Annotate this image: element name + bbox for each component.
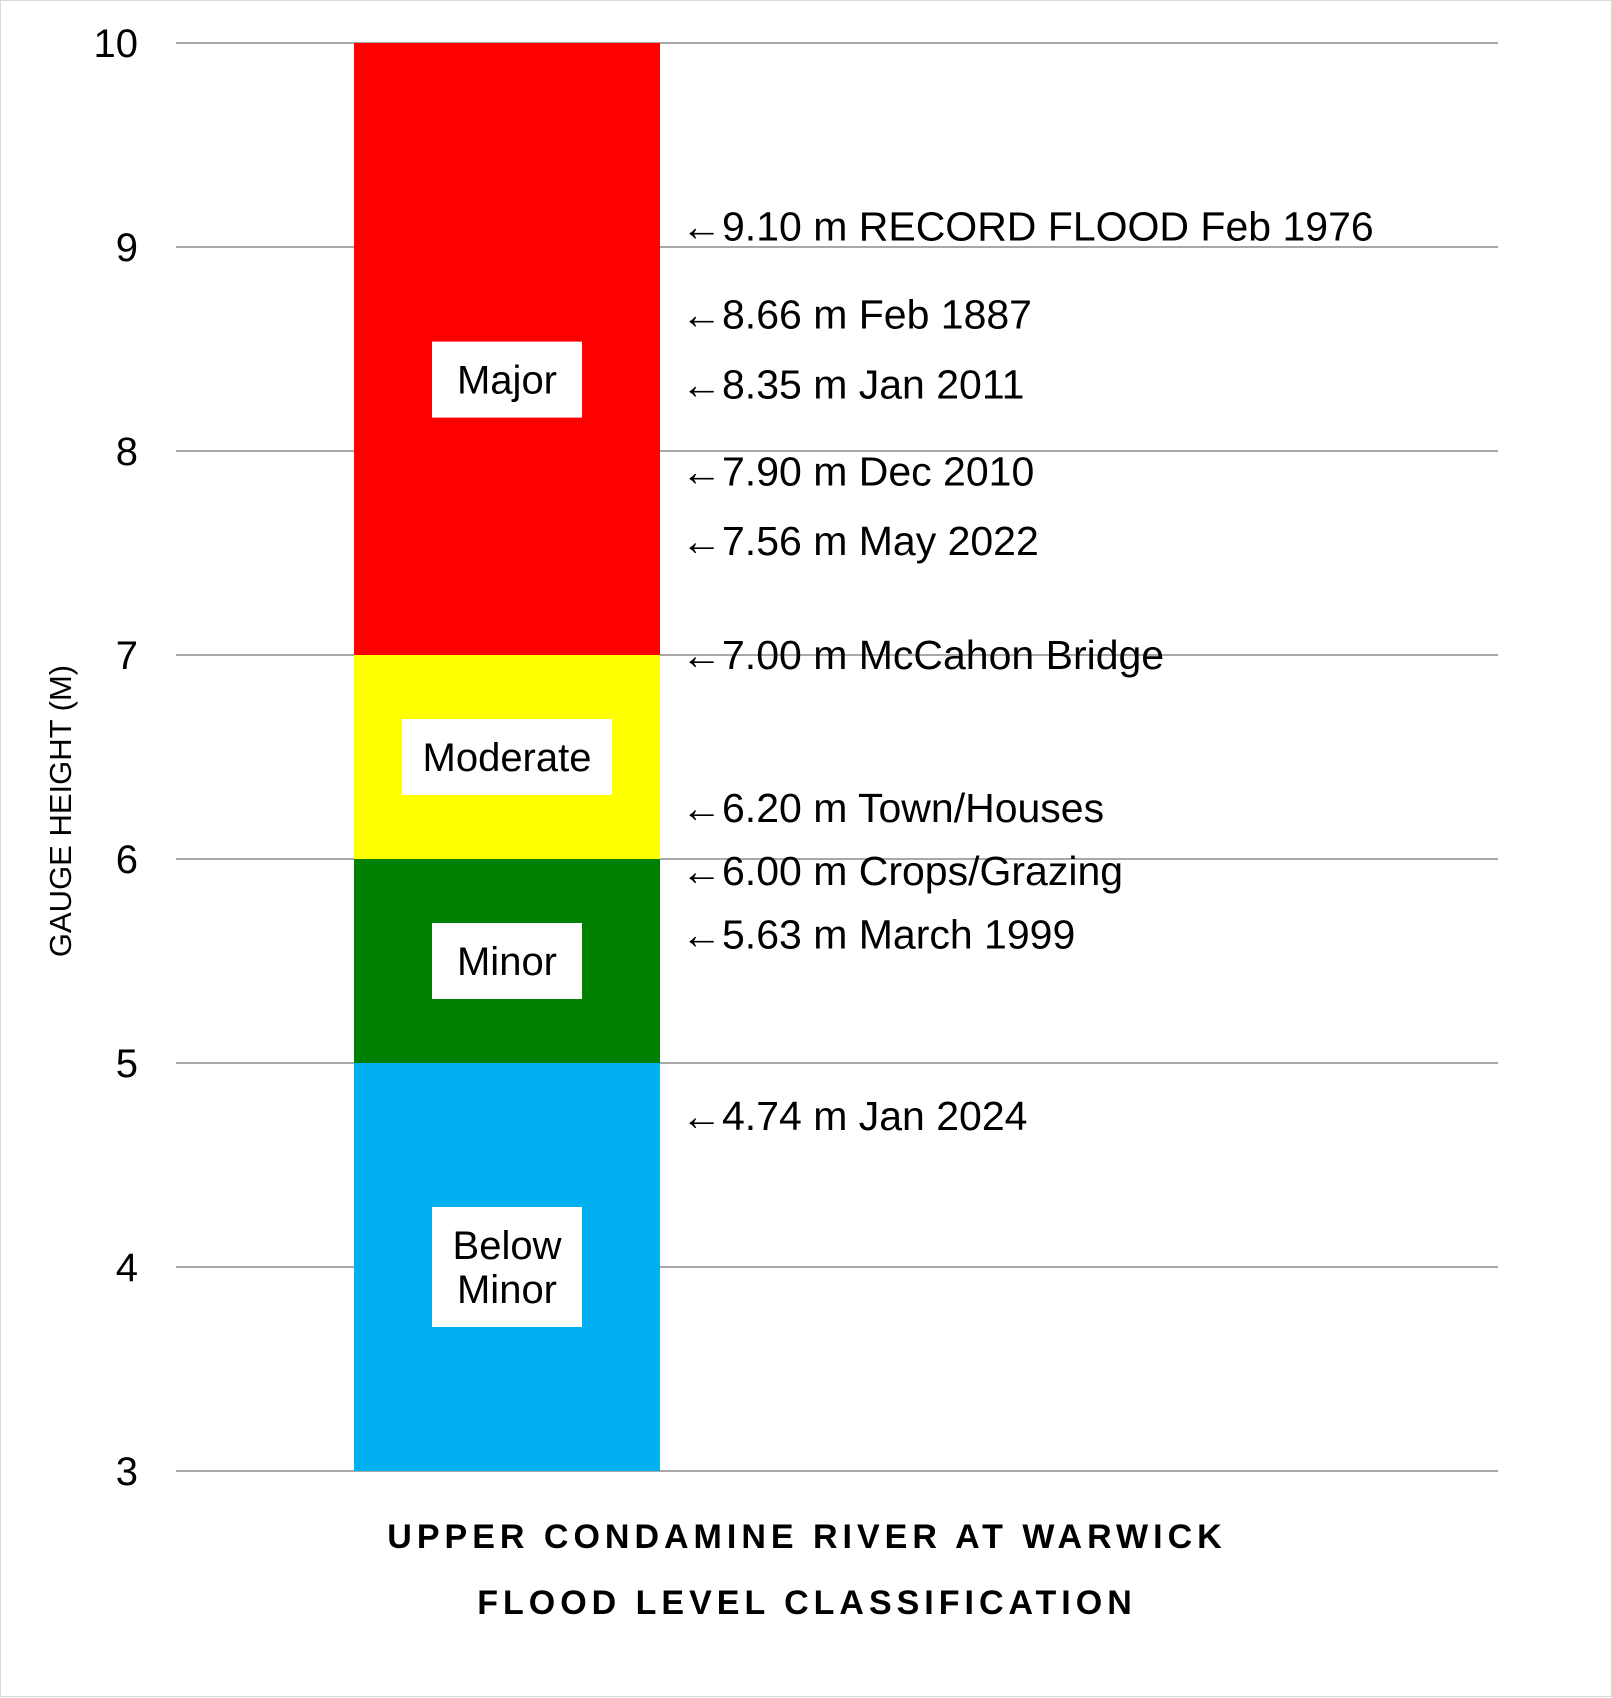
annotation-5-63: ←5.63 m March 1999 [681, 911, 1076, 958]
annotation-4-74: ←4.74 m Jan 2024 [681, 1093, 1028, 1140]
band-label-moderate: Moderate [422, 736, 592, 780]
y-tick-label-10: 10 [93, 22, 138, 66]
flood-annotations [681, 204, 1374, 1139]
y-tick-label-9: 9 [115, 226, 138, 270]
y-tick-label-7: 7 [115, 634, 138, 678]
y-tick-label-4: 4 [115, 1246, 138, 1290]
y-tick-label-6: 6 [115, 838, 138, 882]
y-tick-label-8: 8 [115, 430, 138, 474]
annotation-6-2: ←6.20 m Town/Houses [681, 785, 1105, 832]
flood-bands [354, 43, 660, 1471]
annotation-8-66: ←8.66 m Feb 1887 [681, 291, 1032, 338]
annotation-7: ←7.00 m McCahon Bridge [681, 632, 1165, 678]
annotation-7-9: ←7.90 m Dec 2010 [681, 448, 1035, 495]
y-axis-ticks [94, 22, 139, 1494]
chart-title: UPPER CONDAMINE RIVER AT WARWICK [387, 1518, 1227, 1556]
annotation-7-56: ←7.56 m May 2022 [681, 517, 1039, 564]
y-tick-label-5: 5 [115, 1042, 138, 1086]
annotation-9-1: ←9.10 m RECORD FLOOD Feb 1976 [681, 203, 1374, 250]
chart-subtitle: FLOOD LEVEL CLASSIFICATION [477, 1584, 1137, 1622]
annotation-8-35: ←8.35 m Jan 2011 [681, 361, 1025, 408]
y-axis-label: GAUGE HEIGHT (M) [43, 664, 78, 958]
band-label-major: Major [456, 358, 558, 403]
annotation-6: ←6.00 m Crops/Grazing [681, 848, 1124, 894]
band-label-minor: Minor [456, 940, 558, 984]
band-label-below-minor: Below Minor [452, 1224, 562, 1312]
flood-level-chart [1, 1, 1612, 1698]
y-tick-label-3: 3 [115, 1450, 138, 1494]
